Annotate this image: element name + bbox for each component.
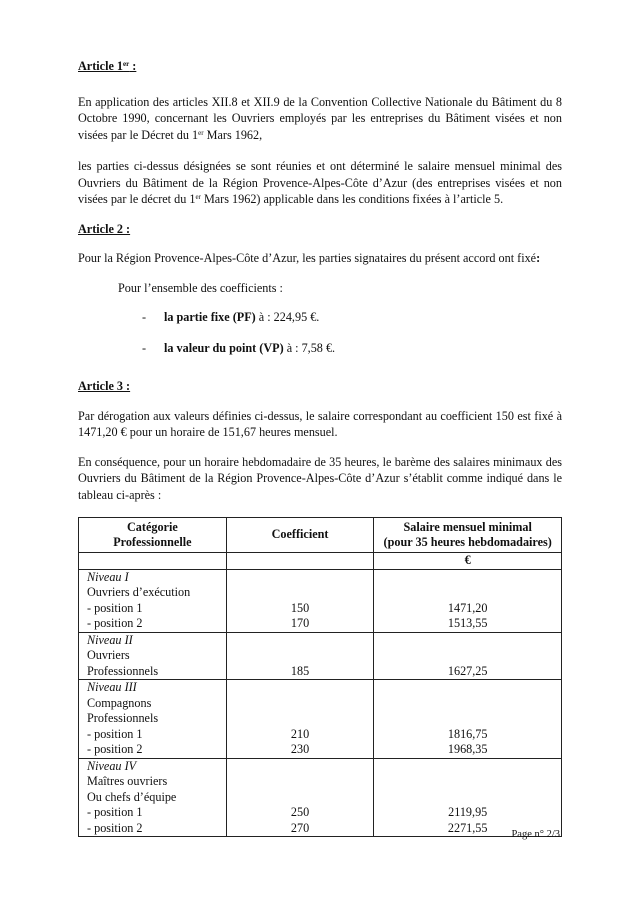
table-row — [79, 632, 562, 680]
table-row — [79, 680, 562, 759]
category-cell: Niveau III Compagnons Professionnels - position 1 - position 2 — [79, 680, 227, 759]
table-header-row — [79, 518, 562, 553]
article-2-heading: Article 2 : — [78, 221, 131, 236]
table-unit-row — [79, 553, 562, 570]
salary-cell: 1627,25 — [374, 632, 562, 680]
article-3-paragraph-2: En conséquence, pour un horaire hebdomadaire de 35 heures, le barème des salaires minimaux des Ouvriers du Bâtiment de la Région Provence-Alpes-Côte d’Azur s’établit comme indiqué dans le tableau ci-après : — [78, 454, 562, 502]
article-1-paragraph-1: En application des articles XII.8 et XII.9 de la Convention Collective Nationale du Bâtiment du 8 Octobre 1990, concernant les Ouvriers employés par les entreprises du Bâtiment visées et non visées par le Décret du 1er Mars 1962, — [78, 94, 562, 142]
category-cell: Niveau I Ouvriers d’exécution - position 1 - position 2 — [79, 569, 227, 632]
article-1-heading: Article 1er : — [78, 59, 137, 73]
article-1-paragraph-2: les parties ci-dessus désignées se sont réunies et ont déterminé le salaire mensuel minimal des Ouvriers du Bâtiment de la Région Provence-Alpes-Côte d’Azur (des entreprises visées et non visées par le décret du 1er Mars 1962) applicable dans les conditions fixées à l’article 5. — [78, 159, 562, 206]
bullet-valeur-point: - la valeur du point (VP) à : 7,58 €. — [142, 340, 336, 355]
table-row — [79, 758, 562, 837]
coefficient-cell: 250 270 — [226, 758, 374, 837]
coefficient-cell: 185 — [226, 632, 374, 680]
header-categorie: Catégorie Professionnelle — [79, 518, 227, 553]
salary-cell: 2119,95 2271,55 — [374, 758, 562, 837]
salary-table — [78, 517, 562, 837]
article-2-paragraph: Pour la Région Provence-Alpes-Côte d’Azur, les parties signataires du présent accord ont fixé: — [78, 251, 541, 265]
header-coefficient: Coefficient — [226, 518, 374, 553]
article-3-heading: Article 3 : — [78, 379, 131, 393]
table-row — [79, 569, 562, 632]
page-number: Page n° 2/3 — [511, 829, 560, 840]
article-3-paragraph-1: Par dérogation aux valeurs définies ci-dessus, le salaire correspondant au coefficient 150 est fixé à 1471,20 € pour un horaire de 151,67 heures mensuel. — [78, 408, 562, 439]
coefficient-cell: 150 170 — [226, 569, 374, 632]
header-salaire: Salaire mensuel minimal (pour 35 heures hebdomadaires) — [374, 518, 562, 553]
document-body — [78, 58, 562, 503]
category-cell: Niveau II Ouvriers Professionnels — [79, 632, 227, 680]
category-cell: Niveau IV Maîtres ouvriers Ou chefs d’équipe - position 1 - position 2 — [79, 758, 227, 837]
bullet-partie-fixe: - la partie fixe (PF) à : 224,95 €. — [142, 310, 320, 324]
unit-euro: € — [374, 553, 562, 570]
salary-cell: 1816,75 1968,35 — [374, 680, 562, 759]
coefficient-cell: 210 230 — [226, 680, 374, 759]
salary-cell: 1471,20 1513,55 — [374, 569, 562, 632]
coefficients-intro: Pour l’ensemble des coefficients : — [118, 280, 283, 295]
